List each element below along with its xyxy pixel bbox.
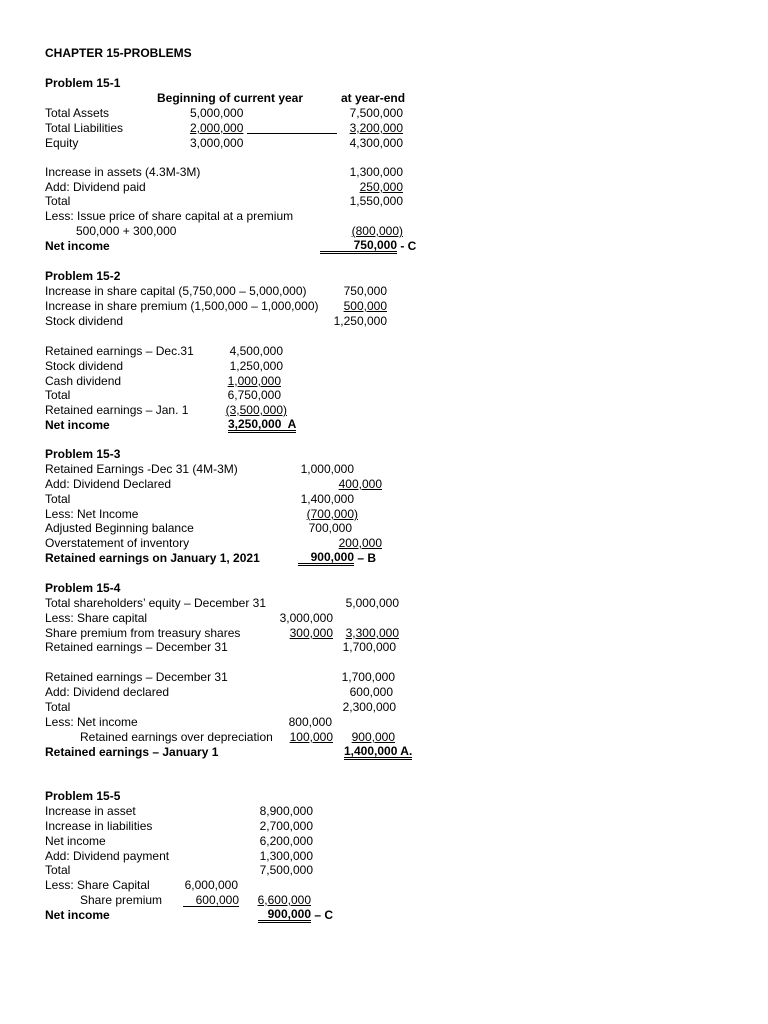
row-end-value: 3,200,000 [349,121,403,135]
row-value: 3,300,000 [345,626,399,640]
row-label: Total [45,863,71,877]
re-label: Total [45,388,71,402]
row-label: Total shareholders’ equity – December 31 [45,596,267,610]
row-subvalue: 6,000,000 [184,878,238,892]
answer-letter: – C [311,908,334,922]
answer-letter: - C [397,239,417,253]
row-label: Less: Net Income [45,507,139,521]
row-label: Total [45,492,71,506]
re-value: (3,500,000) [225,403,287,417]
net-income-label: Net income [45,418,110,432]
row-label: Increase in share premium (1,500,000 – 1,000,000) [45,299,319,313]
row-label: Total [45,700,71,714]
row-begin-value: 2,000,000 [190,121,244,135]
row-label: Stock dividend [45,314,124,328]
net-income-label: Net income [45,908,110,922]
row-value: 700,000 [308,521,352,535]
row-value: 600,000 [349,685,393,699]
calc-label: Increase in assets (4.3M-3M) [45,165,201,179]
net-income-value: 900,000 [258,908,311,923]
row-label: Total Assets [45,106,110,120]
row-label: Adjusted Beginning balance [45,521,194,535]
re-label: Retained earnings – Jan. 1 [45,403,189,417]
row-label: Net income [45,834,106,848]
problem-15-4-title: Problem 15-4 [45,581,121,595]
row-value: 500,000 [343,299,387,313]
calc-value: (800,000) [351,224,403,238]
row-label: Add: Dividend Declared [45,477,172,491]
row-value: 2,300,000 [342,700,396,714]
net-income-value: 3,250,000 A [228,417,297,431]
net-income-label: Net income [45,239,110,253]
calc-value: 250,000 [359,180,403,194]
calc-value: 1,550,000 [349,194,403,208]
row-label: Share premium [80,893,163,907]
row-label: Increase in liabilities [45,819,153,833]
row-subvalue [175,893,239,907]
row-value: 6,200,000 [259,834,313,848]
calc-label: Add: Dividend paid [45,180,146,194]
problem-15-5-title: Problem 15-5 [45,789,121,803]
row-value: 1,250,000 [333,314,387,328]
row-value [290,536,382,550]
row-value-text: 400,000 [338,477,382,491]
col-header-beginning: Beginning of current year [157,91,304,105]
row-label: Retained earnings – December 31 [45,640,228,654]
row-value: 750,000 [343,284,387,298]
row-label: Add: Dividend declared [45,685,170,699]
re-label: Stock dividend [45,359,124,373]
row-value: 1,300,000 [259,849,313,863]
row-label: Retained earnings – December 31 [45,670,228,684]
row-begin-value: 3,000,000 [190,136,244,150]
row-subvalue-text: 600,000 [183,894,239,907]
problem-15-3-title: Problem 15-3 [45,447,121,461]
calc-label: 500,000 + 300,000 [76,224,177,238]
calc-value: 1,300,000 [349,165,403,179]
row-label: Equity [45,136,79,150]
row-value: 7,500,000 [259,863,313,877]
row-end-value: 7,500,000 [349,106,403,120]
row-label: Add: Dividend payment [45,849,170,863]
row-label: Less: Share capital [45,611,148,625]
row-label: Increase in asset [45,804,136,818]
row-value-text: 200,000 [338,536,382,550]
net-income-value: 750,000 [320,239,397,254]
re-value: 4,500,000 [229,344,283,358]
final-label: Retained earnings – January 1 [45,745,219,759]
problem-15-2-title: Problem 15-2 [45,269,121,283]
row-label: Less: Share Capital [45,878,150,892]
row-value: 2,700,000 [259,819,313,833]
re-value: 6,750,000 [227,388,281,402]
row-value [290,477,382,491]
row-value: 1,700,000 [341,670,395,684]
row-label: Retained earnings over depreciation [80,730,273,744]
row-value: 900,000 [351,730,395,744]
final-value: 900,000 [298,551,354,566]
row-begin-value: 5,000,000 [190,106,244,120]
calc-label: Total [45,194,71,208]
row-label: Less: Net income [45,715,138,729]
row-end-value: 4,300,000 [349,136,403,150]
answer-letter: – B [354,551,377,565]
re-label: Retained earnings – Dec.31 [45,344,194,358]
chapter-title: CHAPTER 15-PROBLEMS [45,46,192,60]
row-subvalue: 800,000 [288,715,332,729]
re-value: 1,250,000 [229,359,283,373]
row-value: 5,000,000 [345,596,399,610]
row-value: 1,700,000 [342,640,396,654]
row-value: 1,400,000 [300,492,354,506]
row-subvalue: 100,000 [289,730,333,744]
re-label: Cash dividend [45,374,122,388]
row-label: Share premium from treasury shares [45,626,241,640]
row-label: Total Liabilities [45,121,124,135]
row-label: Increase in share capital (5,750,000 – 5,000,000) [45,284,307,298]
col-header-year-end: at year-end [341,91,406,105]
calc-label: Less: Issue price of share capital at a premium [45,209,294,223]
row-subvalue: 3,000,000 [279,611,333,625]
row-value: 8,900,000 [259,804,313,818]
row-label: Overstatement of inventory [45,536,190,550]
row-value: 1,000,000 [300,462,354,476]
problem-15-1-title: Problem 15-1 [45,76,121,90]
final-label: Retained earnings on January 1, 2021 [45,551,260,565]
row-subvalue: 300,000 [289,626,333,640]
row-label: Retained Earnings -Dec 31 (4M-3M) [45,462,238,476]
final-value: 1,400,000 A. [344,744,413,758]
row-value: 6,600,000 [257,893,311,907]
re-value: 1,000,000 [227,374,281,388]
row-value: (700,000) [306,507,358,521]
